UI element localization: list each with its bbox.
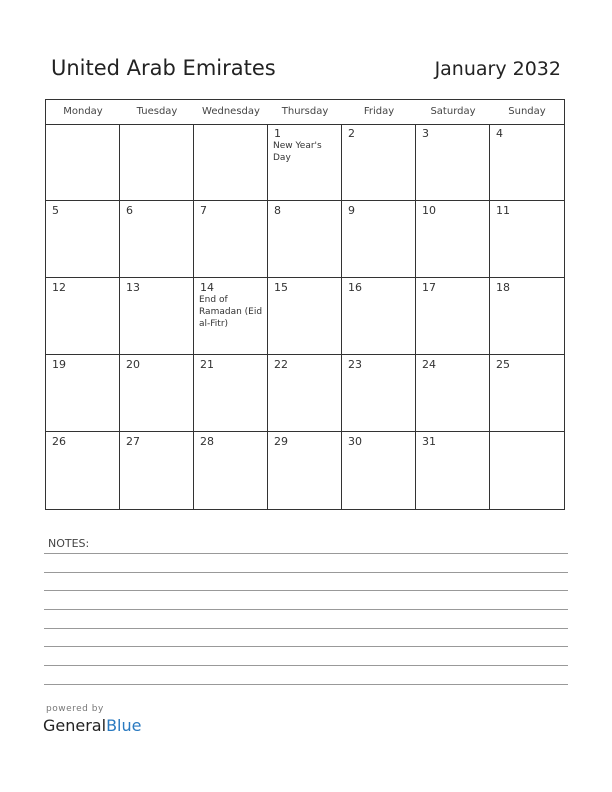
- weekday-thursday: Thursday: [281, 106, 329, 117]
- weekday-friday: Friday: [363, 106, 395, 117]
- day-cell[interactable]: [342, 201, 416, 278]
- day-number: 23: [348, 358, 362, 371]
- day-cell[interactable]: [342, 124, 416, 201]
- day-cell[interactable]: [46, 124, 120, 201]
- day-number: 14: [200, 281, 214, 294]
- brand-general: General: [43, 716, 107, 735]
- holiday-label: New Year's Day: [273, 141, 322, 163]
- day-number: 31: [422, 435, 436, 448]
- day-cell[interactable]: [194, 432, 268, 509]
- day-number: 6: [126, 204, 133, 217]
- day-cell[interactable]: [120, 432, 194, 509]
- day-cell[interactable]: [490, 201, 564, 278]
- day-cell[interactable]: [268, 201, 342, 278]
- calendar-grid: [45, 99, 565, 510]
- brand-logo[interactable]: [43, 716, 141, 735]
- day-number: 21: [200, 358, 214, 371]
- day-number: 9: [348, 204, 355, 217]
- notes-line: [44, 646, 568, 647]
- day-number: 3: [422, 127, 429, 140]
- notes-label: NOTES:: [48, 537, 90, 550]
- day-number: 16: [348, 281, 362, 294]
- day-number: 17: [422, 281, 436, 294]
- notes-line: [44, 665, 568, 666]
- weekday-saturday: Saturday: [430, 106, 476, 117]
- day-cell[interactable]: [120, 355, 194, 432]
- notes-line: [44, 553, 568, 554]
- day-cell[interactable]: [416, 124, 490, 201]
- day-number: 25: [496, 358, 510, 371]
- day-number: 19: [52, 358, 66, 371]
- day-cell[interactable]: [342, 278, 416, 355]
- day-number: 10: [422, 204, 436, 217]
- day-cell[interactable]: [194, 124, 268, 201]
- weekday-wednesday: Wednesday: [202, 106, 260, 117]
- day-number: 2: [348, 127, 355, 140]
- weekday-sunday: Sunday: [508, 106, 546, 117]
- brand-blue: Blue: [106, 716, 142, 735]
- day-cell[interactable]: [490, 278, 564, 355]
- day-cell[interactable]: [194, 201, 268, 278]
- day-number: 27: [126, 435, 140, 448]
- day-cell[interactable]: [268, 124, 342, 201]
- country-title: United Arab Emirates: [51, 56, 276, 80]
- day-number: 26: [52, 435, 66, 448]
- day-number: 28: [200, 435, 214, 448]
- month-title: January 2032: [434, 58, 561, 80]
- day-cell[interactable]: [342, 355, 416, 432]
- day-cell[interactable]: [416, 201, 490, 278]
- day-number: 8: [274, 204, 281, 217]
- day-cell[interactable]: [416, 432, 490, 509]
- day-number: 5: [52, 204, 59, 217]
- day-cell[interactable]: [120, 201, 194, 278]
- day-number: 20: [126, 358, 140, 371]
- day-cell[interactable]: [194, 355, 268, 432]
- day-cell[interactable]: [416, 278, 490, 355]
- powered-by-text: powered by: [46, 704, 104, 714]
- day-cell[interactable]: [490, 124, 564, 201]
- day-cell[interactable]: [416, 355, 490, 432]
- day-cell[interactable]: [120, 278, 194, 355]
- day-cell[interactable]: [490, 432, 564, 509]
- day-number: 22: [274, 358, 288, 371]
- day-cell[interactable]: [46, 201, 120, 278]
- day-cell[interactable]: [46, 432, 120, 509]
- weekday-header: [46, 100, 564, 125]
- notes-line: [44, 572, 568, 573]
- weekday-tuesday: Tuesday: [136, 106, 178, 117]
- day-number: 29: [274, 435, 288, 448]
- day-cell[interactable]: [490, 355, 564, 432]
- day-number: 12: [52, 281, 66, 294]
- day-number: 7: [200, 204, 207, 217]
- calendar-days: [46, 124, 564, 509]
- day-cell[interactable]: [268, 432, 342, 509]
- holiday-label: End of Ramadan (Eid al-Fitr): [199, 295, 263, 329]
- day-number: 1: [274, 127, 281, 140]
- day-cell[interactable]: [194, 278, 268, 355]
- day-number: 30: [348, 435, 362, 448]
- day-cell[interactable]: [120, 124, 194, 201]
- day-cell[interactable]: [46, 355, 120, 432]
- notes-line: [44, 684, 568, 685]
- notes-line: [44, 609, 568, 610]
- day-cell[interactable]: [268, 355, 342, 432]
- day-number: 24: [422, 358, 436, 371]
- notes-line: [44, 590, 568, 591]
- weekday-monday: Monday: [63, 106, 103, 117]
- day-cell[interactable]: [46, 278, 120, 355]
- day-number: 18: [496, 281, 510, 294]
- day-number: 4: [496, 127, 503, 140]
- day-number: 15: [274, 281, 288, 294]
- day-cell[interactable]: [342, 432, 416, 509]
- day-cell[interactable]: [268, 278, 342, 355]
- notes-line: [44, 628, 568, 629]
- day-number: 11: [496, 204, 510, 217]
- day-number: 13: [126, 281, 140, 294]
